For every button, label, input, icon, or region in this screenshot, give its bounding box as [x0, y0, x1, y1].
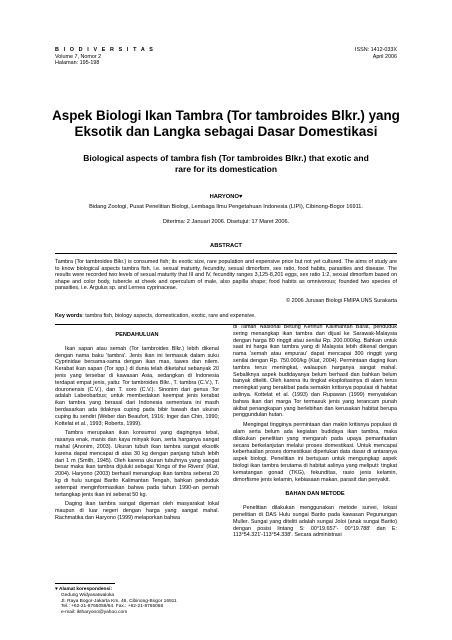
affiliation: Bidang Zoologi, Pusat Penelitian Biologi, Lembaga Ilmu Pengetahuan Indonesia (LIPI), Cibinong-Bogor 16911. [89, 204, 363, 210]
keywords-label: Key words [55, 313, 83, 319]
issn: ISSN: 1412-033X [355, 47, 397, 53]
paper-title: Aspek Biologi Ikan Tambra (Tor tambroides Blkr.) yang Eksotik dan Langka sebagai Dasar Domestikasi [52, 108, 400, 139]
copyright: © 2006 Jurusan Biologi FMIPA UNS Surakarta [286, 298, 397, 304]
correspondence-footnote [55, 583, 219, 616]
intro-paragraph-2: Tambra merupakan ikan konsumsi yang dagingnya tebal, rasanya enak, manis dan kaya minyak ikan, serta harganya sangat mahal (Anonim, 2003). Ukuran tubuh ikan tambra sangat eksotik karena dapat mencapai di atas 30 kg dengan panjang tubuh lebih dari 1 m (Smith, 1945). Oleh karena ukuran tubuhnya yang sangat besar maka ikan tambra dijuluki sebagai 'Kings of the Rivers' (Kiat, 2004). Haryono (2003) berhasil menangkap ikan tambra seberat 20 kg di hulu sungai Barito Kalimantan Tengah, bahkan penduduk setempat menginformasikan bahwa pada tahun 1990-an pernah tertangkap jenis ikan ini seberat 50 kg. [55, 430, 219, 498]
volume-info: Volume 7, Nomor 2 [55, 53, 102, 60]
issue-date: April 2006 [372, 53, 397, 60]
methods-heading: BAHAN DAN METODE [285, 491, 345, 498]
abstract-heading: ABSTRACT [210, 243, 242, 249]
footnote-heading: ♥ Alamat korespondensi: [55, 587, 113, 592]
intro-heading: PENDAHULUAN [115, 332, 159, 338]
issn-header [355, 47, 397, 60]
keywords-text: : tambra fish, biology aspects, domestication, exotic, rare and expensive. [82, 313, 256, 319]
body-paragraph-1: di Taman Nasional Betung Kerihun Kalimantan Barat, penduduk sering menangkap ikan tambra dan dijual ke Sarawak-Malaysia dengan harga 80 ringgit atau senilai Rp. 200.000/kg. Bahkan untuk saat ini harga ikan tambra yang di Malaysia lebih dikenal dengan nama 'semah atau empurau' dapat mencapai 300 ringgit yang senilai dengan Rp. 750.000/kg (Kiat, 2004). Permintaan daging ikan tambra terus meningkat, walaupun harganya sangat mahal. Sebaliknya aspek budidayanya belum berhasil dan bahkan belum banyak diteliti. Oleh karena itu tingkat eksploitasinya di alam terus meningkat yang berakibat pada semakin kritisnya populasi di habitat aslinya. Kottelat et al. (1993) dan Rupawan (1999) menyatakan bahwa ikan dari marga Tor termasuk jenis yang terancam punah akibat penangkapan yang berlebihan dan kerusakan habitat berupa penggundulan hutan. [233, 324, 397, 419]
paper-subtitle: Biological aspects of tambra fish (Tor tambroides Blkr.) that exotic and rare for its domestication [83, 153, 369, 174]
methods-paragraph: Penelitian dilakukan menggunakan metode survei, lokasi penelitian di DAS Hulu sungai Barito pada kawasan Pegunungan Muller. Sungai yang diteliti adalah sungai Joloi (anak sungai Barito) dengan posisi lintang S: 00°19.657'- 00°19.788' dan E: 113°54.321'-113°54.338'. Secara administrasi [233, 505, 397, 539]
footnote-rule [55, 583, 115, 584]
intro-paragraph-3: Daging ikan tambra sangat digemari oleh masyarakat lokal maupun di luar negeri dengan harga yang sangat mahal. Rachmatika dan Haryono (1999) melaporkan bahwa [55, 501, 219, 521]
received-dates: Diterima: 2 Januari 2006. Disetujui: 17 Maret 2006. [162, 219, 290, 225]
left-column [55, 330, 219, 525]
footnote-line: Tel.: +62-21-8765056/64. Fax.: +62-21-8765068 [61, 604, 164, 610]
author-name: HARYONO♥ [209, 194, 243, 200]
keywords [55, 313, 397, 319]
footnote-line: Gedung Widyasatwaloka [61, 592, 115, 598]
body-paragraph-2: Mengingat tingginya permintaan dan makin kritisnya populasi di alam serta belum ada kegiatan budidaya ikan tambra, maka dilakukan penelitian yang mengarah pada upaya pemanfaatan secara berkelanjutan melalui proses domestikasi. Untuk mencapai keberhasilan proses domestikasi diperlukan data dasar di antaranya aspek biologi. Penelitian ini bertujuan untuk mengungkap aspek biologi ikan tambra terutama di habitat aslinya yang meliputi: tingkat kematangan gonad (TKG), fekunditas, rasio jenis kelamin, dimorfisme jenis kelamin, kebiasaan makan, parasit dan penyakit. [233, 422, 397, 483]
right-column [233, 324, 397, 542]
footnote-email: e-mail: iktharyono@yahoo.com [61, 610, 128, 616]
abstract-top-rule [55, 253, 397, 254]
abstract-text: Tambra (Tor tambroides Blkr.) is consumed fish; its exotic size, rare population and expensive price but not yet cultured. The aims of study are to know biological aspects tambra fish, i.e. sexual maturity, fecundity, sexual dimorfism, sex ratio, food habits, parasities and disease. The results were recorded two levels of sexual maturity that III and IV, fecundity ranges 3,125-8,201 eggs, sex ratio 1:2, sexual dimorfism based on shape and color body, tubercle at cheek and operculum of male, also papilla shape; food habits as omnivorous; founded two species of parasities, i.e. Argulus sp. and Lernea cyprinaceae. [55, 259, 397, 292]
footnote-line: Jl. Raya Bogor-Jakarta Km. 46, Cibinong-Bogor 16911 [61, 598, 177, 604]
page-range: Halaman: 195-198 [55, 60, 100, 67]
intro-paragraph-1: Ikan sapan atau semah (Tor tambroides Blkr.) lebih dikenal dengan nama baku 'tambra'. Jenis ikan ini termasuk dalam suku Cyprinidae bersama-sama dengan ikan mas, tawes dan nilem. Kerabat ikan sapan (Tor spp.) di dunia telah diketahui sebanyak 20 jenis yang tersebar di kawasan Asia, sedangkan di Indonesia terdapat empat jenis, yaitu: Tor tambroides Blkr., T. tambra (C.V.), T. douronensis (C.V.), dan T. soro (C.V.). Sinonim dari genus Tor adalah Labeobarbus; untuk membedakan keempat jenis kerabat ikan tambra yang berasal dari Indonesia sementara ini masih berdasarkan ada tidaknya cuping pada bibir bawah dan ukuran cuping itu sendiri (Weber dan Beaufort, 1916; Inger dan Chin, 1990; Kottelat et al., 1993; Roberts, 1999). [55, 345, 219, 427]
journal-header [55, 47, 155, 67]
journal-name: B I O D I V E R S I T A S [55, 47, 155, 53]
